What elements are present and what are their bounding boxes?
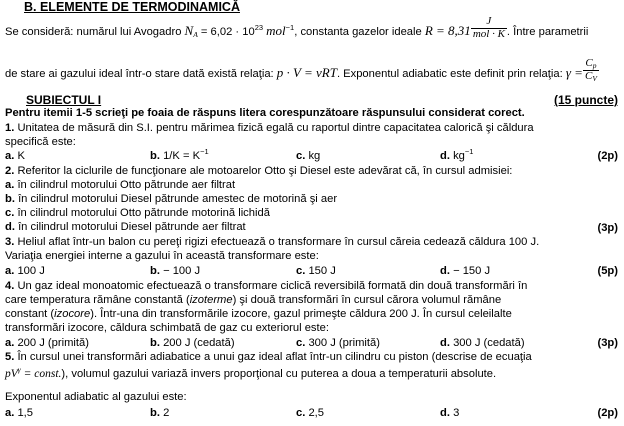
q2-text: 2. Referitor la ciclurile de funcţionare ale motoarelor Otto şi Diesel este adevărat că, în cursul admisiei: (5, 165, 513, 177)
q1-option-b: b. $1/K = K^{-1}$ (150, 147, 209, 162)
q5-points: (2p) (597, 407, 618, 419)
q4-option-a: a. 200 J (primită) (5, 337, 89, 349)
q5-option-d: d. 3 (440, 407, 460, 419)
q5-option-a: a. 1,5 (5, 407, 34, 419)
q1-option-a: a. K (5, 150, 25, 162)
gamma-symbol: γ = (565, 65, 583, 80)
q5-option-b: b. 2 (150, 407, 170, 419)
section-title: B. ELEMENTE DE TERMODINAMICĂ (24, 0, 240, 14)
q1-points: (2p) (597, 150, 618, 162)
q2-points: (3p) (597, 222, 618, 234)
intro-line-1: Se consideră: numărul lui Avogadro $N_A = 6,02 \cdot 10^{23}$ mol$^{-1}$, constanta gazelor ideale R = 8,31 $\frac{J}{\text{mol · K}}$ . Între parametrii (5, 15, 589, 40)
q3-option-a: a. 100 J (5, 265, 45, 277)
gamma-fraction: $\frac{C_p}{C_V}$ (584, 57, 597, 83)
q1-text-2: specifică este: (5, 136, 76, 148)
q2-option-a: a. în cilindrul motorului Otto pătrunde aer filtrat (5, 179, 236, 191)
q1-option-c: c. kg (296, 150, 321, 162)
q2-option-d: d. în cilindrul motorului Diesel pătrunde aer filtrat (5, 221, 246, 233)
gas-constant: R = 8,31 (424, 23, 471, 38)
state-relation: p · V = νRT (276, 65, 337, 80)
q3-points: (5p) (597, 265, 618, 277)
q3-text-2: Variaţia energiei interne a gazului în această transformare este: (5, 250, 319, 262)
q2-option-c: c. în cilindrul motorului Otto pătrunde motorină lichidă (5, 207, 270, 219)
q5-text-1: 5. În cursul unei transformări adiabatice a unui gaz ideal aflat într-un cilindru cu piston (descrise de ecuaţia (5, 351, 532, 363)
q4-text-2: care temperatura rămâne constantă (izoterme) şi două transformări în cursul cărora volumul rămâne (5, 294, 502, 306)
q5-text-2: $pV^\gamma$ = const.), volumul gazului variază invers proporţional cu puterea a doua a temperaturii absolute. (5, 365, 497, 380)
intro-line-2: de stare ai gazului ideal într-o stare dată există relaţia: p · V = νRT. Exponentul adiabatic este definit prin relaţia: γ = $\frac{C_p}{C_V}$ (5, 57, 597, 83)
subject-title: SUBIECTUL I (26, 93, 102, 107)
q4-text-4: transformări izocore, căldura schimbată de gaz cu exteriorul este: (5, 322, 329, 334)
q3-option-d: d. − 150 J (440, 265, 491, 277)
instructions: Pentru itemii 1-5 scrieţi pe foaia de răspuns litera corespunzătoare răspunsului considerat corect. (5, 107, 525, 119)
q3-option-c: c. 150 J (296, 265, 336, 277)
q4-text-1: 4. Un gaz ideal monoatomic efectuează o transformare ciclică reversibilă formată din două transformări în (5, 280, 528, 292)
q1-text-1: 1. Unitatea de măsură din S.I. pentru mărimea fizică egală cu raportul dintre capacitatea calorică şi căldura (5, 122, 534, 134)
q5-option-c: c. 2,5 (296, 407, 325, 419)
gas-constant-unit: $\frac{J}{\text{mol · K}}$ (472, 15, 505, 40)
q4-option-c: c. 300 J (primită) (296, 337, 380, 349)
q2-option-b: b. în cilindrul motorului Diesel pătrunde amestec de motorină şi aer (5, 193, 338, 205)
q4-option-d: d. 300 J (cedată) (440, 337, 525, 349)
q3-option-b: b. − 100 J (150, 265, 201, 277)
q5-text-3: Exponentul adiabatic al gazului este: (5, 391, 187, 403)
q4-text-3: constant (izocore). Într-una din transformările izocore, gazul primeşte căldura 200 J. În cursul celeilalte (5, 308, 512, 320)
avogadro-symbol: $N_A$ (184, 23, 198, 39)
q1-option-d: d. $kg^{-1}$ (440, 147, 474, 162)
subject-points: (15 puncte) (553, 93, 618, 107)
q4-points: (3p) (597, 337, 618, 349)
adiabatic-equation: $pV^\gamma$ = const. (5, 365, 62, 380)
q3-text-1: 3. Heliul aflat într-un balon cu pereţi rigizi efectuează o transformare în cursul căreia cedează căldura 100 J. (5, 236, 540, 248)
q4-option-b: b. 200 J (cedată) (150, 337, 235, 349)
